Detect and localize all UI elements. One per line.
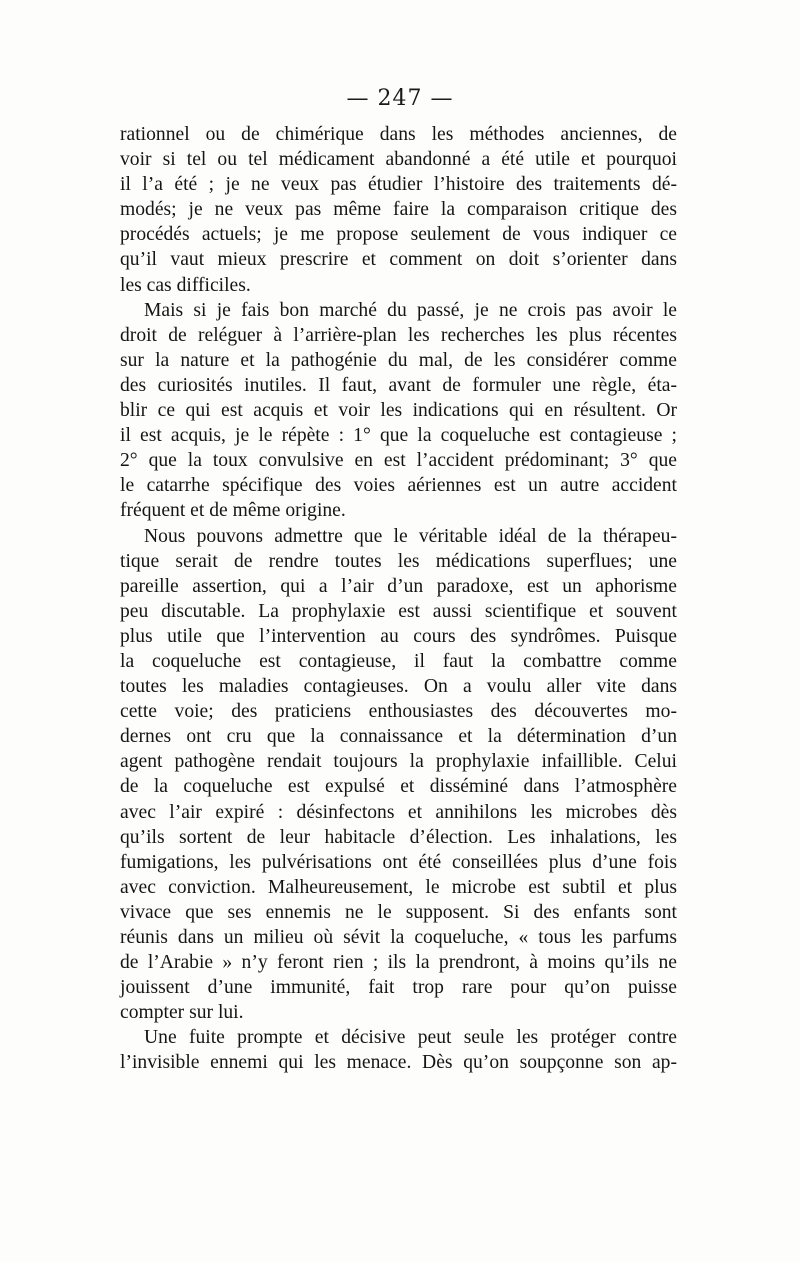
text-line: Une fuite prompte et décisive peut seule les protéger contre [144, 1027, 677, 1049]
text-line: toutes les maladies contagieuses. On a voulu aller vite dans [120, 676, 677, 698]
text-line: avec conviction. Malheureusement, le microbe est subtil et plus [120, 876, 677, 898]
text-line: procédés actuels; je me propose seulement de vous indiquer ce [120, 224, 677, 246]
text-line: des curiosités inutiles. Il faut, avant de formuler une règle, éta- [120, 374, 677, 396]
text-line: la coqueluche est contagieuse, il faut la combattre comme [120, 650, 677, 672]
text-line: pareille assertion, qui a l’air d’un paradoxe, est un aphorisme [120, 575, 677, 597]
text-line: Nous pouvons admettre que le véritable idéal de la thérapeu- [144, 525, 677, 547]
text-line: Mais si je fais bon marché du passé, je ne crois pas avoir le [144, 299, 677, 321]
text-line: modés; je ne veux pas même faire la comparaison critique des [120, 199, 677, 221]
text-line: voir si tel ou tel médicament abandonné a été utile et pourquoi [120, 149, 677, 171]
text-line: les cas difficiles. [120, 274, 251, 296]
text-line: sur la nature et la pathogénie du mal, de les considérer comme [120, 349, 677, 371]
text-line: peu discutable. La prophylaxie est aussi scientifique et souvent [120, 600, 677, 622]
text-line: plus utile que l’intervention au cours des syndrômes. Puisque [120, 625, 677, 647]
text-line: vivace que ses ennemis ne le supposent. Si des enfants sont [120, 901, 677, 923]
text-line: réunis dans un milieu où sévit la coqueluche, « tous les parfums [120, 927, 677, 948]
text-line: blir ce qui est acquis et voir les indications qui en résultent. Or [120, 400, 677, 422]
text-line: qu’ils sortent de leur habitacle d’élection. Les inhalations, les [120, 826, 677, 848]
text-line: rationnel ou de chimérique dans les méthodes anciennes, de [120, 124, 677, 145]
text-line: fréquent et de même origine. [120, 500, 346, 522]
text-line: de l’Arabie » n’y feront rien ; ils la prendront, à moins qu’ils ne [120, 952, 677, 974]
text-line: il est acquis, je le répète : 1° que la coqueluche est contagieuse ; [120, 425, 677, 447]
text-line: jouissent d’une immunité, fait trop rare pour qu’on puisse [120, 977, 677, 999]
text-line: fumigations, les pulvérisations ont été conseillées plus d’une fois [120, 851, 677, 873]
text-line: de la coqueluche est expulsé et disséminé dans l’atmosphère [120, 776, 677, 798]
page-number: — 247 — [346, 86, 454, 111]
text-line: droit de reléguer à l’arrière-plan les recherches les plus récentes [120, 324, 677, 346]
text-line: l’invisible ennemi qui les menace. Dès qu’on soupçonne son ap- [120, 1052, 677, 1074]
text-line: avec l’air expiré : désinfectons et annihilons les microbes dès [120, 801, 677, 823]
text-line: dernes ont cru que la connaissance et la détermination d’un [120, 726, 677, 748]
body-text [120, 122, 677, 1076]
text-line: qu’il vaut mieux prescrire et comment on doit s’orienter dans [120, 249, 677, 271]
text-line: le catarrhe spécifique des voies aériennes est un autre accident [120, 475, 677, 497]
text-line: 2° que la toux convulsive en est l’accident prédominant; 3° que [120, 450, 677, 472]
text-line: agent pathogène rendait toujours la prophylaxie infaillible. Celui [120, 751, 677, 773]
text-line: tique serait de rendre toutes les médications superflues; une [120, 550, 677, 572]
text-line: compter sur lui. [120, 1002, 244, 1024]
text-line: cette voie; des praticiens enthousiastes des découvertes mo- [120, 701, 677, 723]
text-line: il l’a été ; je ne veux pas étudier l’histoire des traitements dé- [120, 174, 677, 196]
